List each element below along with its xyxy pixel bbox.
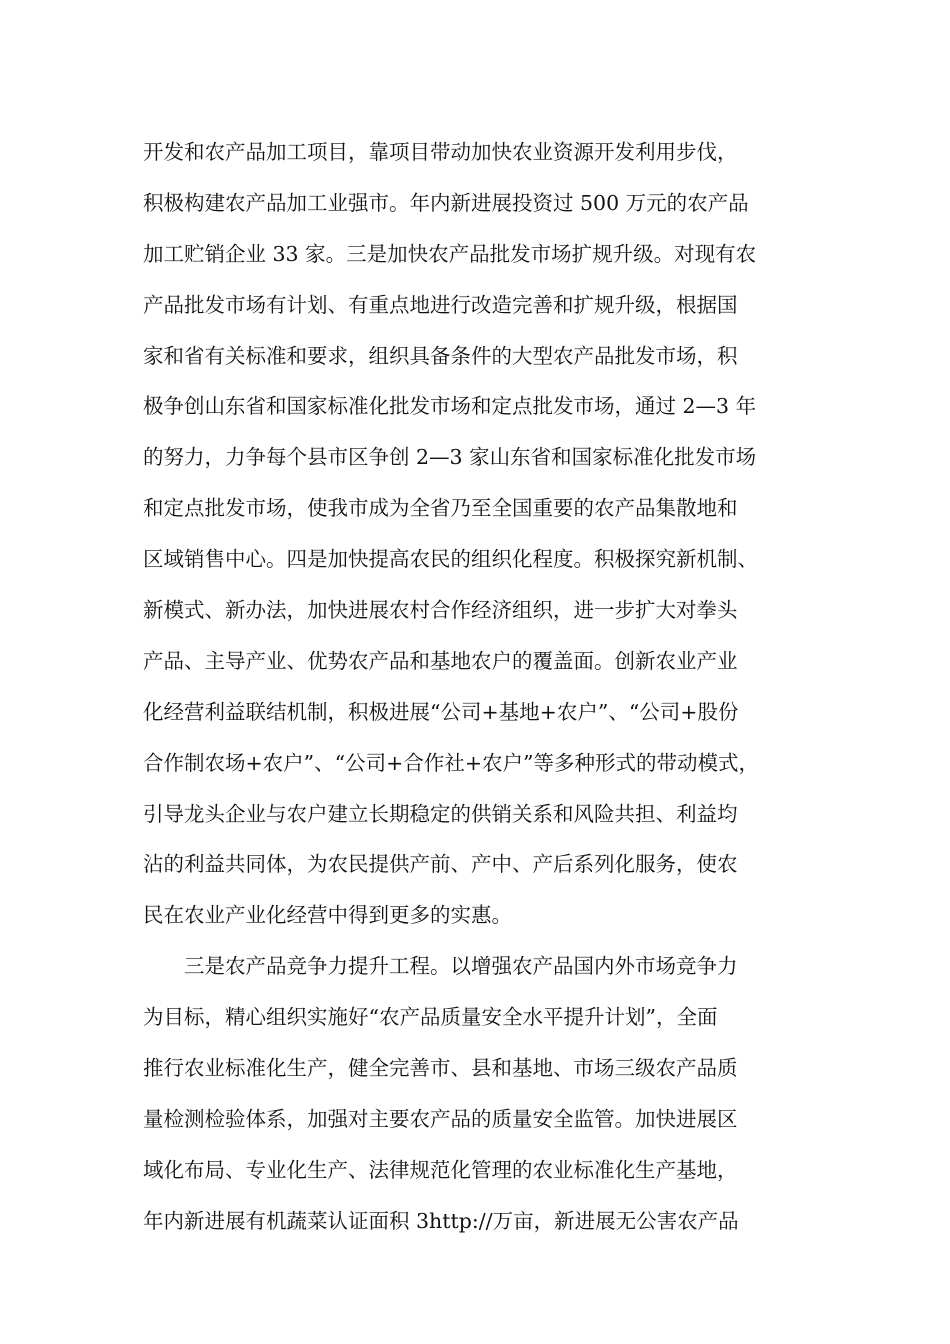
text-line: 区域销售中心。四是加快提高农民的组织化程度。积极探究新机制、 <box>143 547 758 572</box>
text-line: 积极构建农产品加工业强市。年内新进展投资过 500 万元的农产品 <box>143 190 749 215</box>
text-line: 合作制农场+农户”、“公司+合作社+农户”等多种形式的带动模式， <box>143 750 759 775</box>
text-line: 为目标，精心组织实施好“农产品质量安全水平提升计划”，全面 <box>143 1005 718 1030</box>
text-line: 年内新进展有机蔬菜认证面积 3http://万亩，新进展无公害农产品 <box>143 1208 739 1233</box>
text-line: 化经营利益联结机制，积极进展“公司+基地+农户”、“公司+股份 <box>143 699 739 724</box>
text-line: 推行农业标准化生产，健全完善市、县和基地、市场三级农产品质 <box>143 1056 738 1081</box>
text-line: 和定点批发市场，使我市成为全省乃至全国重要的农产品集散地和 <box>143 496 738 521</box>
text-line: 民在农业产业化经营中得到更多的实惠。 <box>143 903 512 928</box>
text-line: 极争创山东省和国家标准化批发市场和定点批发市场，通过 2—3 年 <box>143 394 757 419</box>
text-line: 加工贮销企业 33 家。三是加快农产品批发市场扩规升级。对现有农 <box>143 241 757 266</box>
text-line: 量检测检验体系，加强对主要农产品的质量安全监管。加快进展区 <box>143 1106 738 1131</box>
text-line: 产品、主导产业、优势农产品和基地农户的覆盖面。创新农业产业 <box>143 648 738 673</box>
text-line: 新模式、新办法，加快进展农村合作经济组织，进一步扩大对拳头 <box>143 598 738 623</box>
document-body <box>143 127 813 1247</box>
text-line: 的努力，力争每个县市区争创 2—3 家山东省和国家标准化批发市场 <box>143 445 757 470</box>
text-line: 沾的利益共同体，为农民提供产前、产中、产后系列化服务，使农 <box>143 852 738 877</box>
text-line: 产品批发市场有计划、有重点地进行改造完善和扩规升级，根据国 <box>143 292 738 317</box>
text-line: 开发和农产品加工项目，靠项目带动加快农业资源开发利用步伐， <box>143 140 738 164</box>
text-line: 域化布局、专业化生产、法律规范化管理的农业标准化生产基地， <box>143 1157 738 1182</box>
text-line: 引导龙头企业与农户建立长期稳定的供销关系和风险共担、利益均 <box>143 801 738 826</box>
text-line: 家和省有关标准和要求，组织具备条件的大型农产品批发市场，积 <box>143 343 738 368</box>
paragraph-first-line: 三是农产品竞争力提升工程。以增强农产品国内外市场竞争力 <box>184 954 738 979</box>
